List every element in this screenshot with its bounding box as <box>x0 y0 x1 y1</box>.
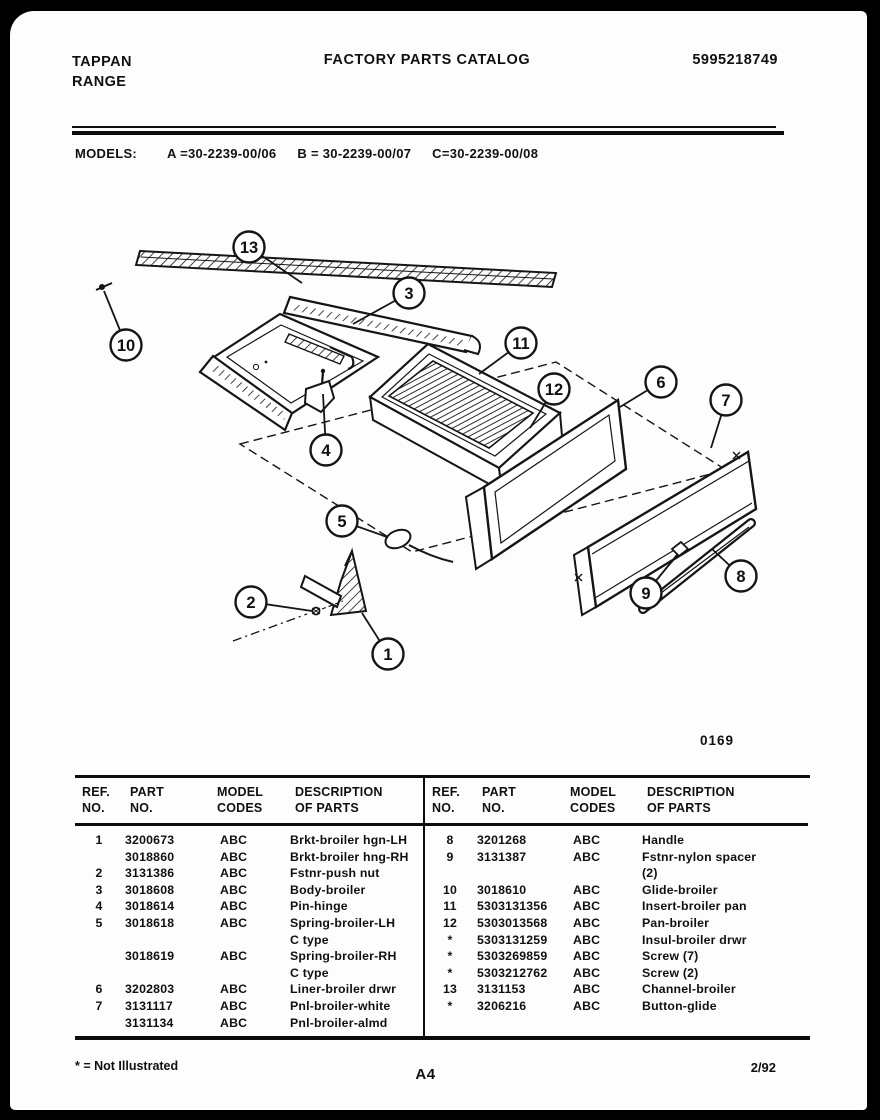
cell-code: ABC <box>573 998 601 1013</box>
cell-part <box>475 865 563 882</box>
cell-desc: Brkt-broiler hgn-LH <box>290 833 408 847</box>
cell-desc: Glide-broiler <box>642 882 718 897</box>
callout-number-8: 8 <box>736 568 746 586</box>
cell-part: 5303269859 <box>477 949 548 964</box>
cell-desc: Pin-hinge <box>290 899 348 914</box>
cell-part: 3018618 <box>125 915 175 930</box>
cell-part: 3018610 <box>477 882 527 897</box>
cell-ref <box>75 948 123 965</box>
cell-part: 3206216 <box>477 998 527 1013</box>
cell-ref: * <box>447 998 453 1013</box>
cell-part <box>123 932 210 949</box>
cell-desc: Screw (7) <box>642 949 699 964</box>
cell-desc: C type <box>290 932 329 947</box>
cell-desc: Insul-broiler drwr <box>642 932 747 947</box>
cell-part: 3131134 <box>125 1015 174 1030</box>
cell-desc: Screw (2) <box>642 965 699 980</box>
cell-part: 3018608 <box>125 882 175 897</box>
cell-code: ABC <box>573 849 601 864</box>
table-rows-right <box>425 826 808 1015</box>
cell-desc: Handle <box>642 833 685 847</box>
cell-part: 5303013568 <box>477 915 548 930</box>
models-label: MODELS: <box>75 146 138 161</box>
cell-code: ABC <box>220 833 248 847</box>
button-glide-part <box>96 283 112 290</box>
cell-part: 5303212762 <box>477 965 548 980</box>
cell-desc: Pnl-broiler-almd <box>290 1015 388 1030</box>
parts-table-left <box>75 778 425 1036</box>
cell-code: ABC <box>220 949 248 964</box>
cell-code: ABC <box>573 949 601 964</box>
cell-part: 5303131259 <box>477 932 548 947</box>
col-header-model: MODEL CODES <box>570 785 617 815</box>
page-code: A4 <box>415 1066 436 1083</box>
cell-ref: * <box>447 965 453 980</box>
page-title: FACTORY PARTS CATALOG <box>323 52 531 68</box>
cell-code: ABC <box>220 866 248 881</box>
col-header-model: MODEL CODES <box>217 785 264 815</box>
callout-number-9: 9 <box>641 585 651 603</box>
callout-number-5: 5 <box>337 513 347 531</box>
callout-number-4: 4 <box>321 442 331 460</box>
cell-part: 3018619 <box>125 949 175 964</box>
parts-table <box>75 775 810 1040</box>
callout-number-6: 6 <box>656 374 666 392</box>
col-header-ref: REF. NO. <box>432 785 460 815</box>
callout-number-7: 7 <box>721 392 731 410</box>
cell-desc: C type <box>290 965 329 980</box>
col-header-part: PART NO. <box>130 785 164 815</box>
brand-line2: RANGE <box>72 74 127 90</box>
cell-desc: (2) <box>642 866 658 881</box>
cell-code: ABC <box>573 915 601 930</box>
cell-code: ABC <box>220 1015 248 1030</box>
cell-part: 3131153 <box>477 982 526 997</box>
cell-code: ABC <box>220 882 248 897</box>
cell-part: 3018614 <box>125 899 175 914</box>
callout-number-3: 3 <box>404 285 414 303</box>
cell-code: ABC <box>220 899 248 914</box>
cell-part: 3131386 <box>125 866 175 881</box>
col-header-ref: REF. NO. <box>82 785 110 815</box>
cell-desc: Fstnr-nylon spacer <box>642 849 757 864</box>
cell-desc: Liner-broiler drwr <box>290 982 397 997</box>
cell-ref: 5 <box>95 915 103 930</box>
cell-code: ABC <box>573 882 601 897</box>
cell-part: 3131387 <box>477 849 527 864</box>
callout-number-12: 12 <box>544 381 564 399</box>
cell-code: ABC <box>220 998 248 1013</box>
cell-desc: Body-broiler <box>290 882 366 897</box>
cell-ref: * <box>447 949 453 964</box>
cell-part: 3018860 <box>125 849 175 864</box>
cell-ref <box>425 865 475 882</box>
callout-number-11: 11 <box>512 335 530 353</box>
table-header-left <box>75 778 423 826</box>
model-c: C=30-2239-00/08 <box>432 146 539 161</box>
cell-code: ABC <box>220 915 248 930</box>
cell-part: 3200673 <box>125 833 175 847</box>
figure-code: 0169 <box>700 733 735 748</box>
cell-ref: 8 <box>446 833 454 847</box>
revision-date: 2/92 <box>750 1060 776 1075</box>
cell-code: ABC <box>573 833 601 847</box>
cell-ref: 6 <box>95 982 103 997</box>
cell-part: 5303131356 <box>477 899 548 914</box>
cell-ref: 4 <box>95 899 103 914</box>
cell-ref: 11 <box>443 899 457 914</box>
cell-part: 3202803 <box>125 982 175 997</box>
publication-number: 5995218749 <box>692 52 778 68</box>
col-header-desc: DESCRIPTION OF PARTS <box>295 785 383 815</box>
table-header-right <box>425 778 808 826</box>
callout-number-2: 2 <box>246 594 256 612</box>
table-rows-left <box>75 826 423 1031</box>
cell-ref: * <box>447 932 453 947</box>
cell-ref <box>75 932 123 949</box>
cell-desc: Fstnr-push nut <box>290 866 380 881</box>
cell-ref <box>75 1015 123 1032</box>
model-a: A =30-2239-00/06 <box>166 146 277 161</box>
cell-desc: Insert-broiler pan <box>642 899 747 914</box>
col-header-desc: DESCRIPTION OF PARTS <box>647 785 735 815</box>
cell-part: 3131117 <box>125 998 173 1013</box>
cell-desc: Button-glide <box>642 998 717 1013</box>
cell-part: 3201268 <box>477 833 527 847</box>
bracket-broiler-part <box>301 551 366 615</box>
cell-code <box>563 865 640 882</box>
cell-code: ABC <box>573 982 601 997</box>
cell-code <box>210 932 288 949</box>
cell-desc: Pan-broiler <box>642 915 710 930</box>
cell-code: ABC <box>573 932 601 947</box>
cell-ref: 10 <box>442 882 458 897</box>
callout-number-13: 13 <box>239 239 259 257</box>
brand-line1: TAPPAN <box>72 54 132 70</box>
cell-code: ABC <box>220 982 248 997</box>
cell-code: ABC <box>220 849 248 864</box>
cell-ref: 3 <box>95 882 103 897</box>
not-illustrated-note: * = Not Illustrated <box>75 1059 179 1073</box>
channel-broiler-part <box>136 251 556 287</box>
cell-ref: 13 <box>442 982 458 997</box>
callout-number-1: 1 <box>383 646 393 664</box>
cell-ref: 7 <box>95 998 103 1013</box>
cell-ref: 1 <box>95 833 103 847</box>
cell-code: ABC <box>573 965 601 980</box>
parts-table-right <box>425 778 808 1036</box>
cell-ref: 12 <box>442 915 458 930</box>
cell-ref <box>75 849 123 866</box>
cell-desc: Channel-broiler <box>642 982 736 997</box>
callout-number-10: 10 <box>116 337 136 355</box>
col-header-part: PART NO. <box>482 785 516 815</box>
cell-desc: Spring-broiler-RH <box>290 949 397 964</box>
cell-part <box>123 965 210 982</box>
cell-desc: Pnl-broiler-white <box>290 998 391 1013</box>
cell-desc: Spring-broiler-LH <box>290 915 396 930</box>
model-b: B = 30-2239-00/07 <box>297 146 412 161</box>
cell-code <box>210 965 288 982</box>
cell-ref: 9 <box>446 849 454 864</box>
cell-desc: Brkt-broiler hng-RH <box>290 849 409 864</box>
cell-ref: 2 <box>95 866 103 881</box>
cell-ref <box>75 965 123 982</box>
cell-code: ABC <box>573 899 601 914</box>
